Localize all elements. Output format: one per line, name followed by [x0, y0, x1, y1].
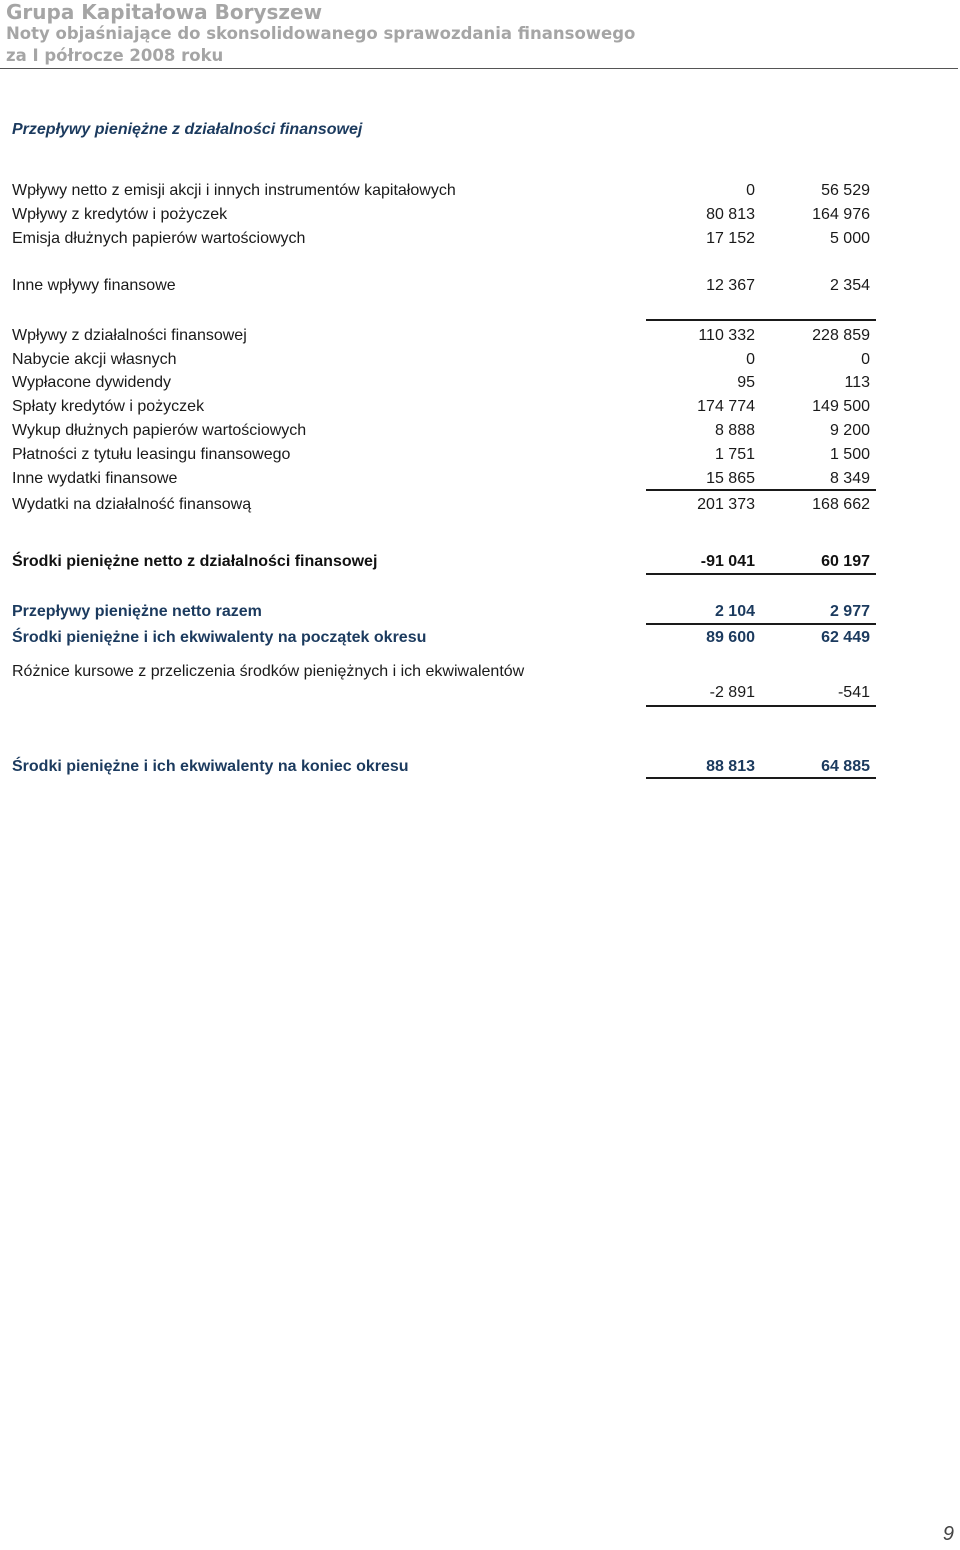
row-label: Wpływy netto z emisji akcji i innych instrumentów kapitałowych	[12, 182, 456, 199]
value-col-2: -541	[837, 684, 870, 701]
section-title: Przepływy pieniężne z działalności finansowej	[12, 121, 363, 138]
value-col-1: 15 865	[706, 470, 755, 487]
value-col-1: 110 332	[698, 327, 755, 344]
value-col-2: 0	[861, 351, 870, 368]
row-label: Przepływy pieniężne netto razem	[12, 603, 262, 620]
value-col-1: 88 813	[706, 758, 755, 775]
row-label: Różnice kursowe z przeliczenia środków pieniężnych i ich ekwiwalentów	[12, 663, 525, 680]
row-label: Środki pieniężne i ich ekwiwalenty na koniec okresu	[12, 758, 409, 775]
table-row	[0, 444, 960, 466]
row-label: Nabycie akcji własnych	[12, 351, 177, 368]
table-row-total	[0, 756, 960, 778]
value-col-2: 113	[844, 374, 870, 391]
value-col-1: -91 041	[700, 553, 755, 570]
total-rule	[646, 573, 876, 575]
row-label: Wypłacone dywidendy	[12, 374, 172, 391]
row-label: Wpływy z kredytów i pożyczek	[12, 206, 228, 223]
value-col-1: 89 600	[706, 629, 755, 646]
value-col-2: 168 662	[812, 496, 870, 513]
value-col-2: 2 354	[829, 277, 870, 294]
table-row	[0, 325, 960, 347]
row-label: Inne wpływy finansowe	[12, 277, 176, 294]
value-col-1: 80 813	[706, 206, 755, 223]
value-col-2: 164 976	[812, 206, 870, 223]
table-row	[0, 275, 960, 297]
table-row	[0, 494, 960, 516]
document-period: za I półrocze 2008 roku	[6, 46, 224, 65]
value-col-1: 17 152	[706, 230, 755, 247]
document-subtitle: Noty objaśniające do skonsolidowanego sprawozdania finansowego	[6, 24, 636, 43]
value-col-2: 9 200	[829, 422, 870, 439]
total-rule	[646, 623, 876, 625]
value-col-1: 95	[737, 374, 755, 391]
row-label: Spłaty kredytów i pożyczek	[12, 398, 205, 415]
value-col-2: 1 500	[829, 446, 870, 463]
company-name: Grupa Kapitałowa Boryszew	[6, 0, 323, 24]
table-row-total	[0, 601, 960, 623]
value-col-2: 8 349	[829, 470, 870, 487]
table-row-total	[0, 551, 960, 573]
document-header	[0, 0, 958, 69]
value-col-1: 12 367	[706, 277, 755, 294]
total-rule	[646, 319, 876, 321]
total-rule	[646, 705, 876, 707]
total-rule	[646, 489, 876, 491]
row-label: Inne wydatki finansowe	[12, 470, 178, 487]
value-col-1: 0	[746, 351, 755, 368]
total-rule	[646, 777, 876, 779]
row-label: Wydatki na działalność finansową	[12, 496, 252, 513]
row-label: Płatności z tytułu leasingu finansowego	[12, 446, 291, 463]
table-row	[0, 663, 960, 716]
value-col-2: 228 859	[812, 327, 870, 344]
table-row	[0, 372, 960, 394]
row-label: Wpływy z działalności finansowej	[12, 327, 247, 344]
page-number: 9	[942, 1523, 954, 1545]
value-col-1: -2 891	[709, 684, 755, 701]
value-col-2: 62 449	[821, 629, 870, 646]
value-col-2: 149 500	[812, 398, 870, 415]
value-col-2: 56 529	[821, 182, 870, 199]
value-col-2: 64 885	[821, 758, 870, 775]
table-row	[0, 420, 960, 442]
row-label: Emisja dłużnych papierów wartościowych	[12, 230, 306, 247]
table-row	[0, 396, 960, 418]
value-col-1: 201 373	[697, 496, 755, 513]
row-label: Środki pieniężne netto z działalności finansowej	[12, 553, 378, 570]
table-row	[0, 468, 960, 490]
value-col-1: 1 751	[714, 446, 755, 463]
value-col-1: 2 104	[714, 603, 755, 620]
value-col-2: 5 000	[829, 230, 870, 247]
value-col-2: 60 197	[821, 553, 870, 570]
value-col-2: 2 977	[829, 603, 870, 620]
table-row-total	[0, 627, 960, 649]
table-row	[0, 228, 960, 250]
table-row	[0, 180, 960, 202]
row-label: Środki pieniężne i ich ekwiwalenty na początek okresu	[12, 629, 427, 646]
table-row	[0, 349, 960, 371]
value-col-1: 174 774	[697, 398, 755, 415]
value-col-1: 8 888	[714, 422, 755, 439]
table-row	[0, 204, 960, 226]
value-col-1: 0	[746, 182, 755, 199]
row-label: Wykup dłużnych papierów wartościowych	[12, 422, 307, 439]
